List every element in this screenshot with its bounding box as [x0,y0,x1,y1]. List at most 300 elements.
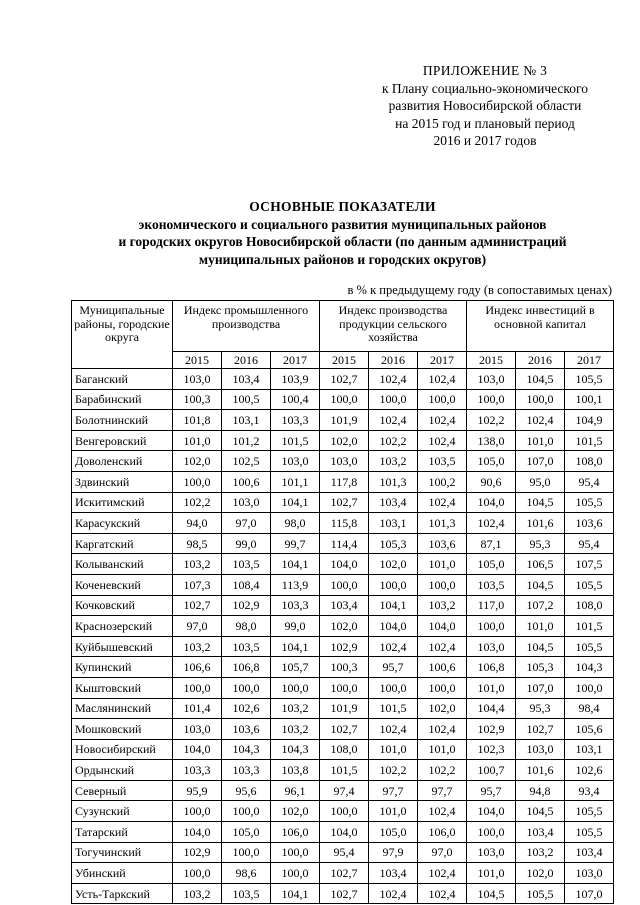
indicators-table [71,300,614,904]
value-cell: 104,1 [369,595,418,616]
value-cell: 104,3 [271,739,320,760]
value-cell: 107,0 [565,883,614,904]
value-cell: 138,0 [467,430,516,451]
value-cell: 102,7 [320,863,369,884]
table-row [72,616,614,637]
value-cell: 103,9 [271,369,320,390]
value-cell: 100,0 [271,677,320,698]
value-cell: 102,4 [418,801,467,822]
district-name-cell: Сузунский [72,801,173,822]
table-row [72,471,614,492]
value-cell: 103,2 [271,698,320,719]
value-cell: 100,0 [271,863,320,884]
value-cell: 101,2 [222,430,271,451]
value-cell: 114,4 [320,533,369,554]
value-cell: 102,4 [369,883,418,904]
value-cell: 102,0 [418,698,467,719]
value-cell: 101,6 [516,513,565,534]
value-cell: 102,4 [418,719,467,740]
value-cell: 95,4 [565,533,614,554]
value-cell: 103,0 [173,369,222,390]
value-cell: 102,4 [369,719,418,740]
value-cell: 97,4 [320,780,369,801]
value-cell: 103,8 [271,760,320,781]
year-header: 2017 [565,352,614,369]
value-cell: 102,0 [173,451,222,472]
value-cell: 102,7 [320,719,369,740]
value-cell: 101,0 [467,677,516,698]
value-cell: 102,2 [467,410,516,431]
value-cell: 100,0 [271,842,320,863]
value-cell: 101,5 [369,698,418,719]
table-row [72,430,614,451]
year-header: 2015 [467,352,516,369]
value-cell: 104,5 [516,801,565,822]
value-cell: 107,2 [516,595,565,616]
value-cell: 117,0 [467,595,516,616]
value-cell: 103,2 [173,636,222,657]
value-cell: 105,5 [565,801,614,822]
value-cell: 101,0 [173,430,222,451]
district-name-cell: Искитимский [72,492,173,513]
value-cell: 103,4 [565,842,614,863]
value-cell: 104,5 [516,492,565,513]
district-name-cell: Маслянинский [72,698,173,719]
value-cell: 103,2 [418,595,467,616]
value-cell: 102,4 [418,492,467,513]
value-cell: 105,5 [565,492,614,513]
value-cell: 105,0 [222,822,271,843]
value-cell: 105,0 [369,822,418,843]
district-name-cell: Убинский [72,863,173,884]
value-cell: 100,0 [222,842,271,863]
value-cell: 103,0 [467,636,516,657]
value-cell: 100,3 [320,657,369,678]
value-cell: 101,0 [369,739,418,760]
value-cell: 95,4 [320,842,369,863]
value-cell: 97,0 [418,842,467,863]
value-cell: 99,7 [271,533,320,554]
value-cell: 94,0 [173,513,222,534]
district-name-cell: Мошковский [72,719,173,740]
value-cell: 106,8 [222,657,271,678]
district-name-cell: Кыштовский [72,677,173,698]
value-cell: 102,9 [320,636,369,657]
district-name-cell: Карасукский [72,513,173,534]
investment-index-header: Индекс инвестиций в основной капитал [467,301,614,352]
value-cell: 100,2 [418,471,467,492]
value-cell: 100,0 [418,677,467,698]
district-name-cell: Тогучинский [72,842,173,863]
table-row [72,698,614,719]
value-cell: 102,2 [369,430,418,451]
value-cell: 102,7 [173,595,222,616]
value-cell: 90,6 [467,471,516,492]
value-cell: 104,5 [516,636,565,657]
value-cell: 100,0 [369,574,418,595]
appendix-title: ПРИЛОЖЕНИЕ № 3 [422,63,548,78]
value-cell: 104,0 [320,822,369,843]
value-cell: 95,7 [467,780,516,801]
value-cell: 107,0 [516,451,565,472]
value-cell: 103,4 [369,863,418,884]
district-name-cell: Новосибирский [72,739,173,760]
value-cell: 98,0 [222,616,271,637]
year-header: 2015 [173,352,222,369]
value-cell: 100,0 [369,677,418,698]
value-cell: 100,0 [320,801,369,822]
district-name-cell: Северный [72,780,173,801]
value-cell: 102,4 [418,430,467,451]
value-cell: 100,7 [467,760,516,781]
value-cell: 102,2 [173,492,222,513]
value-cell: 103,5 [222,636,271,657]
table-row [72,369,614,390]
value-cell: 108,0 [565,451,614,472]
value-cell: 102,7 [516,719,565,740]
appendix-line: на 2015 год и плановый период [395,115,575,131]
value-cell: 98,5 [173,533,222,554]
value-cell: 103,2 [271,719,320,740]
value-cell: 104,0 [173,739,222,760]
agricultural-index-header: Индекс производства продукции сельского хозяйства [320,301,467,352]
value-cell: 101,0 [467,863,516,884]
value-cell: 103,0 [565,863,614,884]
value-cell: 102,4 [418,369,467,390]
value-cell: 105,3 [516,657,565,678]
appendix-line: к Плану социально-экономического [381,80,588,96]
table-row [72,677,614,698]
value-cell: 102,6 [222,698,271,719]
value-cell: 102,4 [418,883,467,904]
value-cell: 104,0 [320,554,369,575]
value-cell: 102,4 [467,513,516,534]
table-row [72,780,614,801]
table-row [72,595,614,616]
value-cell: 102,9 [467,719,516,740]
value-cell: 103,0 [467,842,516,863]
district-name-cell: Венгеровский [72,430,173,451]
value-cell: 101,1 [271,471,320,492]
value-cell: 95,4 [565,471,614,492]
value-cell: 101,9 [320,698,369,719]
value-cell: 102,2 [418,760,467,781]
value-cell: 105,7 [271,657,320,678]
industrial-index-header: Индекс промышленного производства [173,301,320,352]
district-name-cell: Здвинский [72,471,173,492]
value-cell: 106,0 [271,822,320,843]
value-cell: 98,0 [271,513,320,534]
district-name-cell: Кочковский [72,595,173,616]
year-header: 2016 [222,352,271,369]
value-cell: 103,0 [467,369,516,390]
value-cell: 102,3 [467,739,516,760]
value-cell: 102,4 [418,863,467,884]
value-cell: 103,6 [222,719,271,740]
value-cell: 102,0 [320,430,369,451]
value-cell: 96,1 [271,780,320,801]
value-cell: 101,3 [418,513,467,534]
value-cell: 104,1 [271,636,320,657]
value-cell: 100,0 [320,389,369,410]
value-cell: 101,3 [369,471,418,492]
document-subtitle-line: экономического и социального развития муниципальных районов [138,216,547,232]
value-cell: 102,7 [320,492,369,513]
table-row [72,822,614,843]
value-cell: 103,2 [369,451,418,472]
table-row [72,863,614,884]
value-cell: 103,5 [418,451,467,472]
value-cell: 102,0 [369,554,418,575]
value-cell: 100,5 [222,389,271,410]
value-cell: 101,0 [418,739,467,760]
district-column-header: Муниципальные районы, городские округа [72,301,173,369]
district-name-cell: Болотнинский [72,410,173,431]
value-cell: 100,6 [222,471,271,492]
value-cell: 101,0 [516,430,565,451]
value-cell: 97,9 [369,842,418,863]
value-cell: 98,4 [565,698,614,719]
table-row [72,451,614,472]
value-cell: 113,9 [271,574,320,595]
value-cell: 104,9 [565,410,614,431]
document-subtitle-line: и городских округов Новосибирской области (по данным администраций [118,234,567,249]
value-cell: 115,8 [320,513,369,534]
value-cell: 100,0 [369,389,418,410]
value-cell: 101,5 [271,430,320,451]
value-cell: 102,6 [565,760,614,781]
value-cell: 104,3 [222,739,271,760]
value-cell: 102,4 [418,410,467,431]
value-cell: 101,5 [565,430,614,451]
value-cell: 117,8 [320,471,369,492]
value-cell: 95,6 [222,780,271,801]
value-cell: 94,8 [516,780,565,801]
value-cell: 99,0 [222,533,271,554]
value-cell: 102,9 [173,842,222,863]
value-cell: 107,3 [173,574,222,595]
value-cell: 100,0 [222,801,271,822]
value-cell: 104,0 [467,801,516,822]
value-cell: 103,1 [369,513,418,534]
value-cell: 103,3 [271,410,320,431]
value-cell: 97,7 [418,780,467,801]
table-row [72,883,614,904]
value-cell: 106,5 [516,554,565,575]
year-header: 2016 [516,352,565,369]
value-cell: 100,1 [565,389,614,410]
value-cell: 95,9 [173,780,222,801]
value-cell: 103,0 [516,739,565,760]
table-body [72,369,614,904]
value-cell: 103,3 [222,760,271,781]
value-cell: 108,4 [222,574,271,595]
value-cell: 98,6 [222,863,271,884]
value-cell: 103,2 [516,842,565,863]
value-cell: 102,9 [222,595,271,616]
table-row [72,513,614,534]
value-cell: 105,0 [467,451,516,472]
value-cell: 103,5 [467,574,516,595]
district-name-cell: Ордынский [72,760,173,781]
district-name-cell: Усть-Таркский [72,883,173,904]
value-cell: 103,0 [222,492,271,513]
value-cell: 102,0 [271,801,320,822]
value-cell: 100,0 [418,389,467,410]
value-cell: 104,0 [369,616,418,637]
table-row [72,410,614,431]
value-cell: 100,0 [467,822,516,843]
value-cell: 102,0 [516,863,565,884]
district-name-cell: Баганский [72,369,173,390]
value-cell: 105,5 [565,822,614,843]
table-row [72,492,614,513]
value-cell: 100,0 [467,389,516,410]
table-row [72,574,614,595]
value-cell: 100,0 [320,574,369,595]
value-cell: 104,0 [467,492,516,513]
value-cell: 103,3 [173,760,222,781]
value-cell: 100,6 [418,657,467,678]
value-cell: 101,0 [369,801,418,822]
value-cell: 102,0 [320,616,369,637]
value-cell: 101,9 [320,410,369,431]
district-name-cell: Купинский [72,657,173,678]
value-cell: 102,2 [369,760,418,781]
value-cell: 97,0 [222,513,271,534]
value-cell: 101,4 [173,698,222,719]
district-name-cell: Коченевский [72,574,173,595]
value-cell: 97,0 [173,616,222,637]
value-cell: 107,0 [516,677,565,698]
district-name-cell: Краснозерский [72,616,173,637]
value-cell: 101,5 [565,616,614,637]
year-header: 2016 [369,352,418,369]
table-row [72,389,614,410]
value-cell: 95,3 [516,698,565,719]
document-heading [70,198,615,268]
table-row [72,719,614,740]
district-name-cell: Каргатский [72,533,173,554]
value-cell: 95,3 [516,533,565,554]
value-cell: 99,0 [271,616,320,637]
value-cell: 104,5 [516,369,565,390]
value-cell: 103,1 [222,410,271,431]
value-cell: 93,4 [565,780,614,801]
table-row [72,533,614,554]
value-cell: 103,0 [320,451,369,472]
district-name-cell: Татарский [72,822,173,843]
table-row [72,554,614,575]
value-cell: 108,0 [320,739,369,760]
value-cell: 103,2 [173,554,222,575]
table-row [72,739,614,760]
value-cell: 108,0 [565,595,614,616]
value-cell: 105,5 [565,636,614,657]
value-cell: 102,4 [418,636,467,657]
table-row [72,760,614,781]
value-cell: 103,4 [516,822,565,843]
table-row [72,636,614,657]
value-cell: 103,4 [320,595,369,616]
value-cell: 106,8 [467,657,516,678]
value-cell: 103,5 [222,554,271,575]
value-cell: 103,6 [565,513,614,534]
table-row [72,657,614,678]
value-cell: 101,6 [516,760,565,781]
value-cell: 102,5 [222,451,271,472]
appendix-line: 2016 и 2017 годов [433,133,537,148]
value-cell: 100,0 [565,677,614,698]
value-cell: 105,3 [369,533,418,554]
units-note: в % к предыдущему году (в сопоставимых ценах) [347,283,612,297]
district-name-cell: Куйбышевский [72,636,173,657]
appendix-block [345,62,625,150]
value-cell: 104,1 [271,883,320,904]
value-cell: 100,0 [173,801,222,822]
table-row [72,842,614,863]
value-cell: 101,0 [516,616,565,637]
value-cell: 107,5 [565,554,614,575]
value-cell: 102,7 [320,369,369,390]
value-cell: 100,4 [271,389,320,410]
value-cell: 103,0 [271,451,320,472]
value-cell: 105,5 [565,369,614,390]
document-title: ОСНОВНЫЕ ПОКАЗАТЕЛИ [249,199,436,214]
value-cell: 101,0 [418,554,467,575]
district-name-cell: Колыванский [72,554,173,575]
value-cell: 105,5 [516,883,565,904]
value-cell: 101,8 [173,410,222,431]
value-cell: 100,0 [320,677,369,698]
value-cell: 103,4 [222,369,271,390]
value-cell: 87,1 [467,533,516,554]
value-cell: 100,0 [418,574,467,595]
value-cell: 100,0 [222,677,271,698]
value-cell: 104,5 [467,883,516,904]
value-cell: 104,5 [516,574,565,595]
value-cell: 104,4 [467,698,516,719]
value-cell: 100,0 [173,677,222,698]
value-cell: 100,3 [173,389,222,410]
district-name-cell: Барабинский [72,389,173,410]
value-cell: 97,7 [369,780,418,801]
value-cell: 101,5 [320,760,369,781]
value-cell: 103,3 [271,595,320,616]
value-cell: 103,2 [173,883,222,904]
value-cell: 104,1 [271,492,320,513]
value-cell: 104,3 [565,657,614,678]
document-subtitle-line: муниципальных районов и городских округов) [198,251,487,267]
value-cell: 102,7 [320,883,369,904]
value-cell: 105,0 [467,554,516,575]
value-cell: 104,1 [271,554,320,575]
value-cell: 100,0 [467,616,516,637]
value-cell: 95,0 [516,471,565,492]
value-cell: 100,0 [173,863,222,884]
value-cell: 102,4 [369,410,418,431]
value-cell: 102,4 [369,636,418,657]
year-header: 2015 [320,352,369,369]
table-row [72,801,614,822]
value-cell: 104,0 [173,822,222,843]
value-cell: 100,0 [516,389,565,410]
value-cell: 104,0 [418,616,467,637]
value-cell: 103,5 [222,883,271,904]
value-cell: 105,6 [565,719,614,740]
year-header: 2017 [271,352,320,369]
value-cell: 103,4 [369,492,418,513]
